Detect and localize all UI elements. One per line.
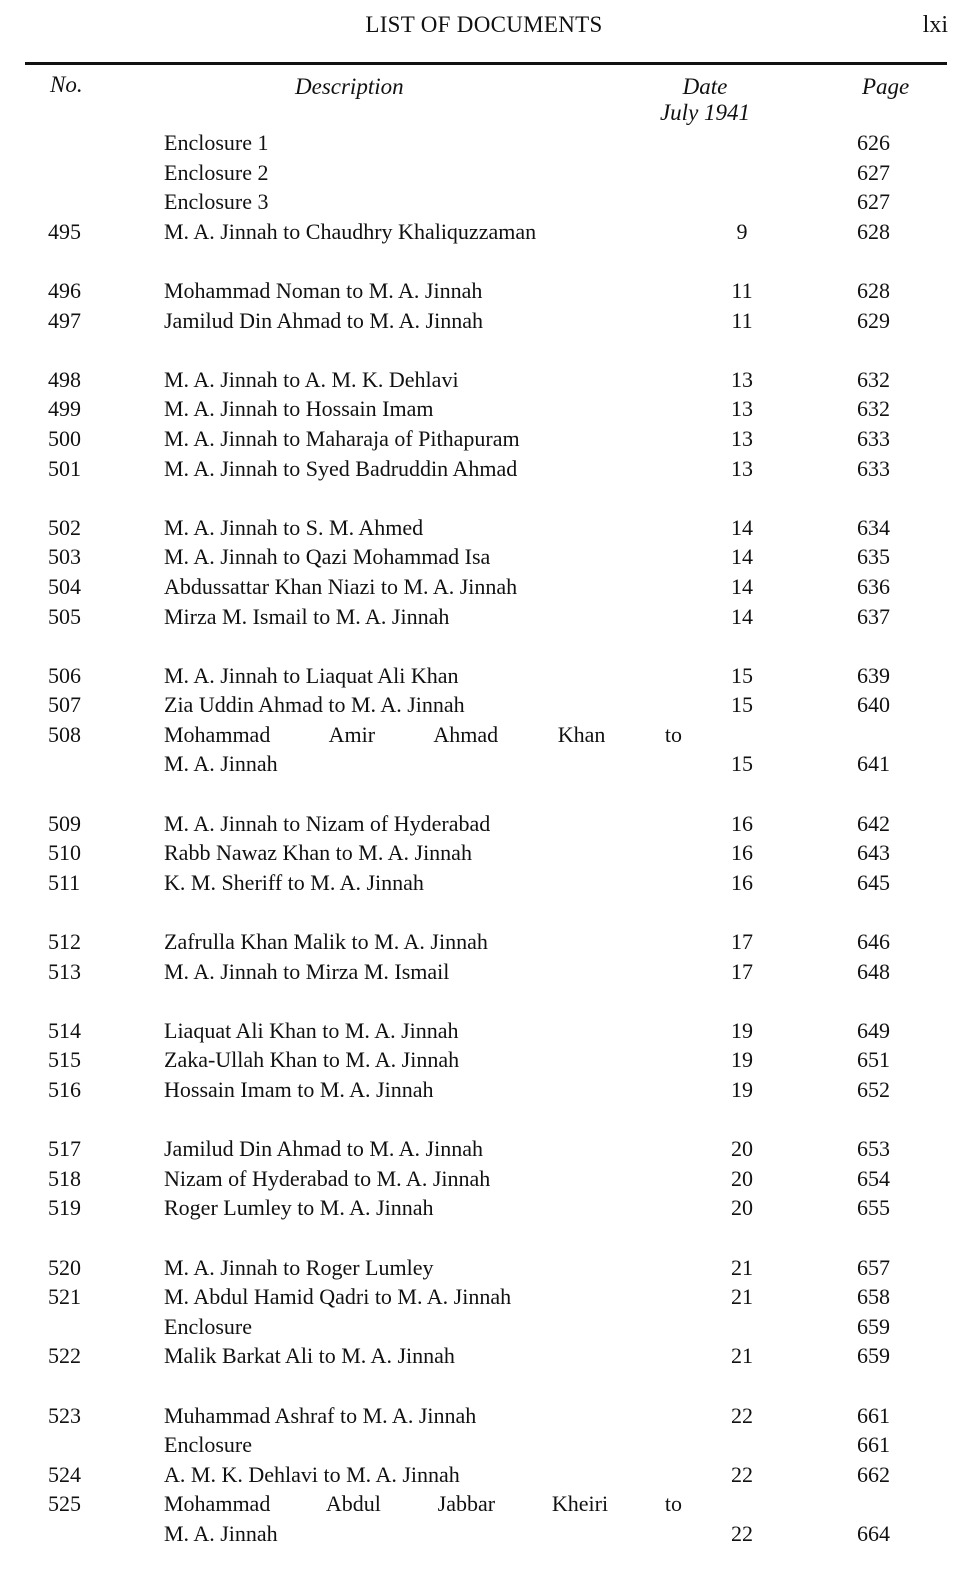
document-number: 512 bbox=[48, 929, 81, 955]
document-row bbox=[0, 1430, 968, 1460]
document-date: 17 bbox=[731, 958, 753, 984]
document-date: 22 bbox=[731, 1402, 753, 1428]
document-number: 523 bbox=[48, 1402, 81, 1428]
document-number: 496 bbox=[48, 277, 81, 303]
document-row bbox=[0, 276, 968, 306]
document-description: Liaquat Ali Khan to M. A. Jinnah bbox=[164, 1017, 459, 1043]
document-description: Zaka-Ullah Khan to M. A. Jinnah bbox=[164, 1047, 460, 1073]
document-number bbox=[42, 1519, 164, 1549]
document-date: 13 bbox=[731, 455, 753, 481]
document-number: 524 bbox=[48, 1461, 81, 1487]
document-date: 14 bbox=[731, 544, 753, 570]
document-date: 16 bbox=[731, 840, 753, 866]
document-description: M. A. Jinnah to Liaquat Ali Khan bbox=[164, 662, 459, 688]
document-number: 521 bbox=[48, 1284, 81, 1310]
document-page: 653 bbox=[857, 1136, 890, 1162]
document-number: 509 bbox=[48, 810, 81, 836]
document-row bbox=[0, 1401, 968, 1431]
document-row bbox=[0, 868, 968, 898]
document-date: 20 bbox=[731, 1195, 753, 1221]
document-date: 11 bbox=[731, 277, 753, 303]
document-row bbox=[0, 1341, 968, 1371]
document-description: M. A. Jinnah to Syed Badruddin Ahmad bbox=[164, 455, 518, 481]
document-page: 642 bbox=[857, 810, 890, 836]
document-description: Jamilud Din Ahmad to M. A. Jinnah bbox=[164, 307, 483, 333]
document-number: 501 bbox=[48, 455, 81, 481]
document-page: 661 bbox=[857, 1402, 890, 1428]
document-page: 659 bbox=[857, 1343, 890, 1369]
document-row bbox=[0, 661, 968, 691]
document-row bbox=[0, 1519, 968, 1549]
document-page: 658 bbox=[857, 1284, 890, 1310]
document-description: M. A. Jinnah to Chaudhry Khaliquzzaman bbox=[164, 218, 537, 244]
document-page: 643 bbox=[857, 840, 890, 866]
document-row bbox=[0, 365, 968, 395]
document-date: 15 bbox=[731, 662, 753, 688]
document-row bbox=[0, 1045, 968, 1075]
document-page: 639 bbox=[857, 662, 890, 688]
document-page: 635 bbox=[857, 544, 890, 570]
document-number: 507 bbox=[48, 692, 81, 718]
document-row bbox=[0, 1164, 968, 1194]
document-description: Roger Lumley to M. A. Jinnah bbox=[164, 1195, 434, 1221]
document-date: 21 bbox=[731, 1284, 753, 1310]
document-page: 627 bbox=[857, 189, 890, 215]
document-date: 16 bbox=[731, 869, 753, 895]
document-page: 632 bbox=[857, 366, 890, 392]
document-row bbox=[0, 1134, 968, 1164]
document-row bbox=[0, 513, 968, 543]
document-date: 13 bbox=[731, 425, 753, 451]
header-rule bbox=[25, 62, 947, 65]
document-page: 659 bbox=[857, 1313, 890, 1339]
document-row bbox=[0, 128, 968, 158]
document-row bbox=[0, 927, 968, 957]
document-description: M. A. Jinnah bbox=[164, 1520, 278, 1546]
document-description: Zafrulla Khan Malik to M. A. Jinnah bbox=[164, 929, 488, 955]
column-header-date-sub: July 1941 bbox=[659, 100, 751, 125]
document-page: 657 bbox=[857, 1254, 890, 1280]
document-page: 654 bbox=[857, 1165, 890, 1191]
document-date: 14 bbox=[731, 514, 753, 540]
document-page: 648 bbox=[857, 958, 890, 984]
column-header-page: Page bbox=[862, 74, 910, 99]
document-page: 633 bbox=[857, 425, 890, 451]
document-row bbox=[0, 1489, 968, 1519]
document-row bbox=[0, 158, 968, 188]
document-row bbox=[0, 424, 968, 454]
document-number: 511 bbox=[48, 869, 81, 895]
document-description: M. A. Jinnah to Nizam of Hyderabad bbox=[164, 810, 491, 836]
document-description: Enclosure 1 bbox=[164, 130, 269, 155]
document-description: A. M. K. Dehlavi to M. A. Jinnah bbox=[164, 1461, 460, 1487]
document-row bbox=[0, 720, 968, 750]
document-row bbox=[0, 1075, 968, 1105]
document-row bbox=[0, 572, 968, 602]
document-page: 645 bbox=[857, 869, 890, 895]
document-date bbox=[682, 1489, 802, 1519]
document-number: 514 bbox=[48, 1017, 81, 1043]
document-description: Zia Uddin Ahmad to M. A. Jinnah bbox=[164, 692, 465, 718]
document-date bbox=[682, 1430, 802, 1460]
document-number: 495 bbox=[48, 218, 81, 244]
document-row bbox=[0, 394, 968, 424]
document-date bbox=[682, 187, 802, 217]
document-number: 520 bbox=[48, 1254, 81, 1280]
column-header-date-label: Date bbox=[682, 74, 728, 99]
document-date: 14 bbox=[731, 603, 753, 629]
document-description: Enclosure bbox=[164, 1313, 252, 1339]
document-number bbox=[42, 1430, 164, 1460]
document-number bbox=[42, 187, 164, 217]
document-date: 21 bbox=[731, 1343, 753, 1369]
document-date: 19 bbox=[731, 1077, 753, 1102]
document-number: 499 bbox=[48, 396, 81, 422]
document-date: 20 bbox=[731, 1136, 753, 1162]
document-number: 519 bbox=[48, 1195, 81, 1221]
document-description: M. A. Jinnah bbox=[164, 751, 278, 777]
document-number: 513 bbox=[48, 958, 81, 984]
document-date: 16 bbox=[731, 810, 753, 836]
document-row bbox=[0, 1282, 968, 1312]
document-row bbox=[0, 187, 968, 217]
document-date: 22 bbox=[731, 1520, 753, 1546]
document-row bbox=[0, 454, 968, 484]
document-row bbox=[0, 1253, 968, 1283]
document-description: K. M. Sheriff to M. A. Jinnah bbox=[164, 869, 424, 895]
document-row bbox=[0, 306, 968, 336]
document-number bbox=[42, 158, 164, 188]
document-description: M. Abdul Hamid Qadri to M. A. Jinnah bbox=[164, 1284, 512, 1310]
document-row bbox=[0, 690, 968, 720]
document-page: 637 bbox=[857, 603, 890, 629]
document-number: 525 bbox=[48, 1491, 81, 1517]
document-number: 503 bbox=[48, 544, 81, 570]
document-page bbox=[802, 1489, 890, 1519]
document-description: M. A. Jinnah to Qazi Mohammad Isa bbox=[164, 544, 491, 570]
document-number: 497 bbox=[48, 307, 81, 333]
document-description: M. A. Jinnah to Mirza M. Ismail bbox=[164, 958, 450, 984]
document-row bbox=[0, 1193, 968, 1223]
document-date: 17 bbox=[731, 929, 753, 955]
page-number: lxi bbox=[922, 12, 948, 38]
document-description: Enclosure bbox=[164, 1432, 252, 1458]
document-page bbox=[802, 720, 890, 750]
document-date: 21 bbox=[731, 1254, 753, 1280]
document-row bbox=[0, 749, 968, 779]
document-page: 649 bbox=[857, 1017, 890, 1043]
document-number: 515 bbox=[48, 1047, 81, 1073]
document-date: 20 bbox=[731, 1165, 753, 1191]
document-page: 628 bbox=[857, 277, 890, 303]
document-number: 522 bbox=[48, 1343, 81, 1369]
document-description: Hossain Imam to M. A. Jinnah bbox=[164, 1077, 434, 1102]
document-number: 518 bbox=[48, 1165, 81, 1191]
document-date bbox=[682, 720, 802, 750]
document-date: 15 bbox=[731, 692, 753, 718]
document-row bbox=[0, 1312, 968, 1342]
document-number bbox=[42, 1312, 164, 1342]
document-date bbox=[682, 158, 802, 188]
document-number: 506 bbox=[48, 662, 81, 688]
document-page: 652 bbox=[857, 1077, 890, 1102]
document-description: Abdussattar Khan Niazi to M. A. Jinnah bbox=[164, 573, 518, 599]
document-description: Mirza M. Ismail to M. A. Jinnah bbox=[164, 603, 450, 629]
document-number: 516 bbox=[48, 1077, 81, 1102]
document-description: M. A. Jinnah to A. M. K. Dehlavi bbox=[164, 366, 459, 392]
column-header-description: Description bbox=[295, 74, 404, 99]
document-page: 661 bbox=[857, 1432, 890, 1458]
document-date bbox=[682, 128, 802, 158]
document-description: M. A. Jinnah to Hossain Imam bbox=[164, 396, 434, 422]
document-page: 633 bbox=[857, 455, 890, 481]
document-description: Nizam of Hyderabad to M. A. Jinnah bbox=[164, 1165, 491, 1191]
document-number: 502 bbox=[48, 514, 81, 540]
document-page: 629 bbox=[857, 307, 890, 333]
column-header-no: No. bbox=[50, 72, 83, 97]
document-number: 504 bbox=[48, 573, 81, 599]
document-date: 19 bbox=[731, 1047, 753, 1073]
document-description: Rabb Nawaz Khan to M. A. Jinnah bbox=[164, 840, 472, 866]
document-description: Jamilud Din Ahmad to M. A. Jinnah bbox=[164, 1136, 483, 1162]
document-page: 634 bbox=[857, 514, 890, 540]
document-row bbox=[0, 809, 968, 839]
document-number: 508 bbox=[48, 721, 81, 747]
document-description: Malik Barkat Ali to M. A. Jinnah bbox=[164, 1343, 455, 1369]
document-description: Mohammad Noman to M. A. Jinnah bbox=[164, 277, 483, 303]
document-date bbox=[682, 1312, 802, 1342]
document-number bbox=[42, 749, 164, 779]
document-date: 15 bbox=[731, 751, 753, 777]
document-description: Muhammad Ashraf to M. A. Jinnah bbox=[164, 1402, 477, 1428]
document-date: 19 bbox=[731, 1017, 753, 1043]
document-row bbox=[0, 957, 968, 987]
document-number: 510 bbox=[48, 840, 81, 866]
document-description: Enclosure 2 bbox=[164, 159, 269, 185]
document-date: 14 bbox=[731, 573, 753, 599]
document-date: 13 bbox=[731, 366, 753, 392]
document-date: 22 bbox=[731, 1461, 753, 1487]
document-number: 505 bbox=[48, 603, 81, 629]
document-description: Mohammad Amir Ahmad Khan to bbox=[164, 721, 682, 747]
document-page: 626 bbox=[857, 130, 890, 155]
document-description: M. A. Jinnah to Maharaja of Pithapuram bbox=[164, 425, 520, 451]
document-number: 500 bbox=[48, 425, 81, 451]
page-title: LIST OF DOCUMENTS bbox=[365, 12, 603, 37]
document-page: 646 bbox=[857, 929, 890, 955]
document-description: M. A. Jinnah to S. M. Ahmed bbox=[164, 514, 424, 540]
document-page: 655 bbox=[857, 1195, 890, 1221]
document-number: 498 bbox=[48, 366, 81, 392]
document-date: 9 bbox=[736, 218, 748, 244]
document-row bbox=[0, 602, 968, 632]
document-page: 640 bbox=[857, 692, 890, 718]
document-description: Enclosure 3 bbox=[164, 189, 269, 215]
document-page: 627 bbox=[857, 159, 890, 185]
document-page: 632 bbox=[857, 396, 890, 422]
document-page: 641 bbox=[857, 751, 890, 777]
document-row bbox=[0, 542, 968, 572]
document-row bbox=[0, 838, 968, 868]
document-page: 636 bbox=[857, 573, 890, 599]
document-number: 517 bbox=[48, 1136, 81, 1162]
document-list bbox=[0, 128, 968, 1549]
document-number bbox=[42, 128, 164, 158]
document-row bbox=[0, 217, 968, 247]
document-description: Mohammad Abdul Jabbar Kheiri to bbox=[164, 1491, 682, 1517]
document-page: 662 bbox=[857, 1461, 890, 1487]
document-row bbox=[0, 1016, 968, 1046]
document-page: 628 bbox=[857, 218, 890, 244]
document-date: 11 bbox=[731, 307, 753, 333]
document-page: 651 bbox=[857, 1047, 890, 1073]
document-description: M. A. Jinnah to Roger Lumley bbox=[164, 1254, 434, 1280]
document-page: 664 bbox=[857, 1520, 890, 1546]
column-header-date bbox=[640, 74, 770, 126]
document-row bbox=[0, 1460, 968, 1490]
document-date: 13 bbox=[731, 396, 753, 422]
